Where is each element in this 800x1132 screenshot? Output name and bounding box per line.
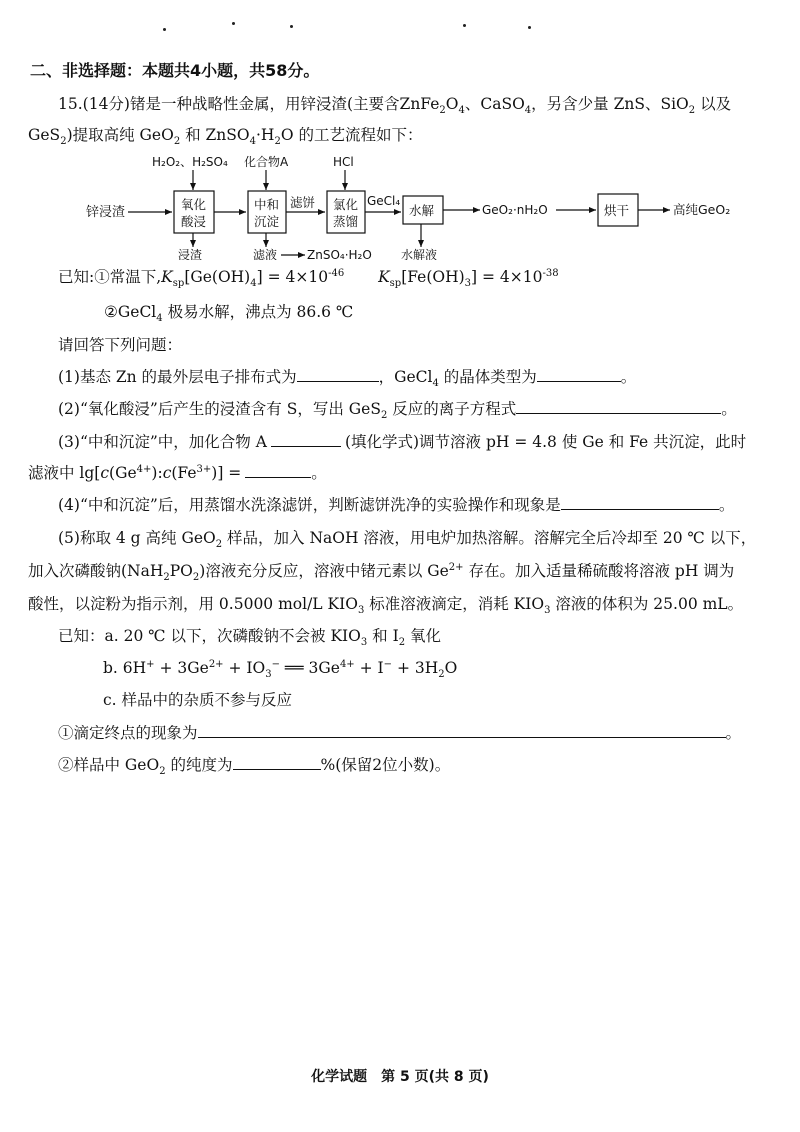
equation-text: b. 6H (103, 659, 147, 677)
equation-text: ══ 3Ge (280, 659, 340, 677)
question-5-line1 (58, 527, 756, 549)
intro-text: ，另含少量 ZnS、SiO (531, 95, 689, 113)
concentration-symbol: c (162, 464, 172, 482)
superscript: -46 (328, 267, 345, 279)
q5-text: (5)称取 4 g 高纯 GeO (58, 529, 216, 547)
superscript: 2+ (208, 658, 224, 670)
question-intro-line1: 15.(14分)锗是一种战略性金属，用锌浸渣(主要含$ZnFe_2O_4$、CaSO$_4$，另含少量 ZnS、SiO$_2$ 以及 (58, 95, 732, 117)
q1-text: ，GeCl (378, 368, 433, 386)
question-3-line2 (28, 462, 327, 484)
known-text: [Ge(OH) (184, 268, 251, 286)
box-label: 烘干 (604, 203, 630, 218)
superscript: + (146, 658, 155, 670)
output-hydrolysate: 水解液 (401, 248, 438, 260)
known-text: ②GeCl (104, 303, 157, 321)
scan-mark (232, 22, 235, 25)
subscript: 4 (250, 278, 257, 290)
gecl4-label: GeCl₄ (367, 194, 401, 208)
q4-text: 。 (718, 496, 735, 514)
q1-text: 。 (620, 368, 637, 386)
scan-mark (163, 28, 166, 31)
question-1 (58, 366, 636, 388)
subscript: 2 (60, 136, 67, 148)
q2-text: 反应的离子方程式 (387, 400, 517, 418)
known2-text: 氧化 (405, 627, 442, 645)
q2-text: 。 (721, 400, 737, 418)
superscript: 2+ (448, 561, 464, 573)
superscript: -38 (542, 267, 559, 279)
superscript: 3+ (196, 463, 212, 475)
q3-text: )] = (211, 464, 242, 482)
section-title: 二、非选择题：本题共4小题，共58分。 (30, 61, 320, 80)
answer-text: ①滴定终点的现象为 (58, 724, 198, 742)
subscript: 2 (173, 136, 181, 148)
answer-blank-endpoint[interactable] (198, 723, 726, 738)
q5-text: 存在。加入适量稀硫酸将溶液 pH 调为 (463, 562, 735, 580)
filter-cake-label: 滤饼 (290, 195, 316, 210)
subscript: 2 (159, 766, 166, 778)
prompt-text: 请回答下列问题： (58, 336, 183, 354)
q3-text: (填化学式)调节溶液 pH = 4.8 使 Ge 和 Fe 共沉淀，此时 (344, 433, 747, 451)
question-5-line2 (28, 560, 734, 582)
answer-text: 的纯度为 (165, 756, 233, 774)
reagent-label-2: 化合物A (244, 155, 289, 169)
process-box-drying (598, 194, 638, 226)
process-box-neutralization (248, 191, 286, 233)
scan-mark (463, 24, 466, 27)
question-5-line3 (28, 593, 743, 615)
intro-text: )提取高纯 GeO (66, 126, 174, 144)
superscript: − (383, 658, 393, 670)
answer-1 (58, 722, 741, 744)
q5-text: 标准溶液滴定，消耗 KIO (364, 595, 545, 613)
q3-text: ): (151, 464, 163, 482)
intro-text: GeS (28, 126, 61, 144)
output-residue: 浸渣 (178, 248, 203, 260)
q3-text: 。 (311, 464, 327, 482)
equation-text: O (444, 659, 458, 677)
start-material: 锌浸渣 (86, 205, 126, 220)
intro-text: 以及 (695, 95, 732, 113)
ksp-symbol: K (161, 268, 173, 286)
q5-text: 样品，加入 NaOH 溶液，用电炉加热溶解。溶解完全后冷却至 20 ℃ 以下， (222, 529, 757, 547)
subscript: 4 (524, 105, 532, 117)
equation-text: + IO (223, 659, 266, 677)
known-item-2 (104, 301, 353, 323)
subscript: 3 (464, 278, 472, 290)
answer-blank-q1-1[interactable] (297, 367, 379, 382)
known2-b-equation (103, 657, 457, 679)
question-2 (58, 398, 737, 420)
subscript: 2 (215, 539, 223, 551)
subscript: 2 (398, 637, 406, 649)
subscript: 2 (688, 105, 696, 117)
subscript: 2 (192, 572, 200, 584)
subscript: 2 (274, 136, 281, 148)
box-label: 水解 (409, 203, 435, 218)
q3-text: 滤液中 lg[ (28, 464, 101, 482)
box-label: 中和 (254, 197, 280, 212)
subscript: 4 (458, 105, 465, 117)
process-box-hydrolysis (403, 196, 443, 224)
reagent-label-1: H₂O₂、H₂SO₄ (152, 155, 228, 169)
subscript: 2 (438, 669, 445, 681)
subscript: 4 (249, 136, 256, 148)
question-number: 15. (58, 95, 83, 113)
formula: ZnFe (399, 95, 440, 113)
subscript: 2 (380, 410, 388, 422)
known-text: [Fe(OH) (401, 268, 465, 286)
known2-a (58, 625, 441, 647)
known-text: ①常温下, (94, 268, 162, 286)
q5-text: )溶液充分反应，溶液中锗元素以 Ge (199, 562, 449, 580)
reagent-label-3: HCl (333, 155, 354, 169)
answer-text: %(保留2位小数)。 (320, 756, 451, 774)
scan-mark (528, 26, 531, 29)
subscript: 3 (265, 669, 272, 681)
question-intro-line2 (28, 124, 422, 146)
subscript: 4 (432, 378, 439, 390)
superscript: 4+ (136, 463, 152, 475)
superscript: − (271, 658, 280, 670)
subscript: 3 (544, 605, 551, 617)
answer-blank-q1-2[interactable] (537, 367, 621, 382)
process-box-chlorination-distillation (327, 191, 365, 233)
superscript: 4+ (339, 658, 355, 670)
intro-text: ·H (256, 126, 275, 144)
q5-text: 加入次磷酸钠(NaH (28, 562, 164, 580)
known-text: ] = 4×10 (471, 268, 543, 286)
box-label: 沉淀 (254, 214, 280, 229)
q5-text: PO (169, 562, 193, 580)
answer-blank-q3-1[interactable] (271, 432, 341, 447)
known-text: ] = 4×10 (256, 268, 329, 286)
q3-text: (Ge (109, 464, 137, 482)
q3-text: (Fe (171, 464, 197, 482)
equation-text: + 3H (392, 659, 439, 677)
q3-text: (3)“中和沉淀”中，加化合物 A (58, 433, 267, 451)
intro-text: 锗是一种战略性金属，用锌浸渣(主要含 (129, 95, 400, 113)
intro-text: O 的工艺流程如下： (280, 126, 423, 144)
concentration-symbol: c (100, 464, 110, 482)
known2-c: c. 样品中的杂质不参与反应 (103, 691, 293, 709)
answer-blank-q3-2[interactable] (245, 463, 311, 478)
known-text: 极易水解，沸点为 86.6 ℃ (162, 303, 354, 321)
box-label: 酸浸 (181, 214, 207, 229)
answer-blank-q4[interactable] (561, 495, 719, 510)
intro-text: 、CaSO (464, 95, 525, 113)
scan-mark (290, 25, 293, 28)
intro-text: 和 ZnSO (180, 126, 250, 144)
answer-blank-purity[interactable] (233, 755, 321, 770)
answer-text: 。 (725, 724, 742, 742)
page-footer: 化学试题 第 5 页(共 8 页) (311, 1069, 489, 1085)
subscript: sp (389, 278, 402, 290)
box-label: 氯化 (333, 197, 359, 212)
output-filtrate: 滤液 (253, 248, 278, 260)
process-box-oxidation-leaching (174, 191, 214, 233)
answer-blank-q2[interactable] (516, 399, 721, 414)
subscript: 3 (360, 637, 368, 649)
hydrate-label: GeO₂·nH₂O (482, 203, 548, 217)
q1-text: (1)基态 Zn 的最外层电子排布式为 (58, 368, 297, 386)
known2-text: 已知：a. 20 ℃ 以下，次磷酸钠不会被 KIO (58, 627, 361, 645)
box-label: 蒸馏 (333, 214, 359, 229)
q5-text: 酸性，以淀粉为指示剂，用 0.5000 mol/L KIO (28, 595, 358, 613)
question-points: (14分) (82, 95, 130, 113)
question-3-line1 (58, 431, 746, 453)
ksp-symbol: K (378, 268, 390, 286)
subscript: 4 (156, 313, 163, 325)
q5-text: 溶液的体积为 25.00 mL。 (550, 595, 744, 613)
answer-text: ②样品中 GeO (58, 756, 160, 774)
equation-text: + I (354, 659, 384, 677)
subscript: 2 (439, 105, 446, 117)
q1-text: 的晶体类型为 (438, 368, 537, 386)
question-4 (58, 494, 734, 516)
box-label: 氧化 (181, 197, 207, 212)
output-znso4: ZnSO₄·H₂O (307, 248, 372, 260)
q2-text: (2)“氧化酸浸”后产生的浸渣含有 S，写出 GeS (58, 400, 381, 418)
subscript: sp (172, 278, 185, 290)
known2-text: 和 I (367, 627, 399, 645)
answer-2 (58, 754, 450, 776)
known-item-1 (58, 266, 559, 288)
subscript: 3 (357, 605, 365, 617)
equation-text: + 3Ge (154, 659, 209, 677)
product-label: 高纯GeO₂ (673, 202, 731, 217)
known-label: 已知: (58, 268, 95, 286)
subscript: 2 (163, 572, 170, 584)
q4-text: (4)“中和沉淀”后，用蒸馏水洗涤滤饼，判断滤饼洗净的实验操作和现象是 (58, 496, 561, 514)
process-flow-diagram (0, 150, 800, 260)
